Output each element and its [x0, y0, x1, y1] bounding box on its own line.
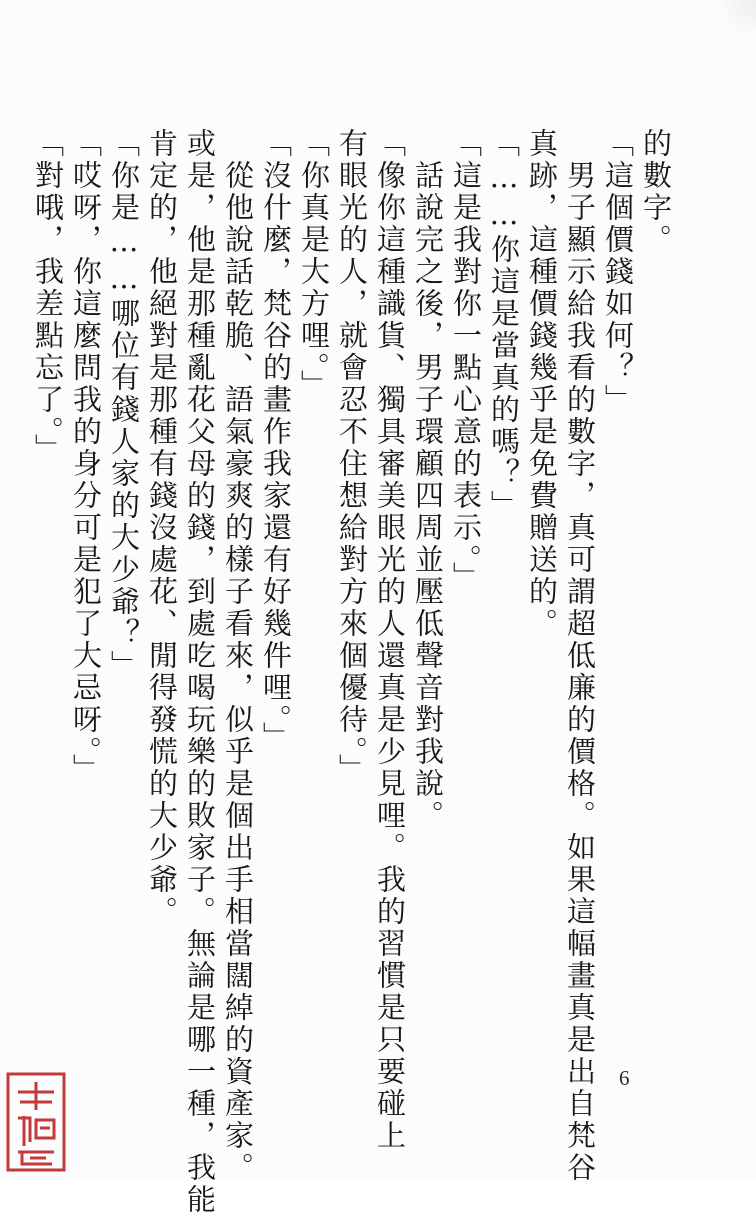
text-column-4: 真跡，這種價錢幾乎是免費贈送的。 [525, 128, 559, 640]
text-column-6: 「這是我對你一點心意的表示。」 [449, 128, 483, 594]
text-column-3: 男子顯示給我看的數字，真可謂超低廉的價格。如果這幅畫真是出自梵谷 [563, 128, 597, 1184]
text-column-7: 話說完之後，男子環顧四周並壓低聲音對我說。 [411, 128, 445, 832]
text-column-2: 「這個價錢如何？」 [601, 128, 635, 416]
text-column-8: 「像你這種識貨、獨具審美眼光的人還真是少見哩。我的習慣是只要碰上 [373, 128, 407, 1152]
scan-shadow [716, 0, 756, 40]
text-column-11: 「沒什麼，梵谷的畫作我家還有好幾件哩。」 [259, 128, 293, 754]
text-column-1: 的數字。 [639, 128, 673, 256]
text-column-13: 或是，他是那種亂花父母的錢，到處吃喝玩樂的敗家子。無論是哪一種，我能 [183, 128, 217, 1216]
text-column-5: 「……你這是當真的嗎？」 [487, 128, 521, 522]
vertical-text-body [18, 128, 722, 1216]
text-column-9: 有眼光的人，就會忍不住想給對方來個優待。」 [335, 128, 369, 786]
text-column-17: 「對哦，我差點忘了。」 [31, 128, 65, 466]
seal-stamp-icon [6, 1072, 66, 1172]
page-number: 6 [619, 1066, 630, 1090]
text-column-16: 「哎呀，你這麼問我的身分可是犯了大忌呀。」 [69, 128, 103, 786]
text-column-12: 從他說話乾脆、語氣豪爽的樣子看來，似乎是個出手相當闊綽的資產家。 [221, 128, 255, 1184]
text-column-10: 「你真是大方哩。」 [297, 128, 331, 402]
text-column-14: 肯定的，他絕對是那種有錢沒處花、閒得發慌的大少爺。 [145, 128, 179, 928]
text-column-15: 「你是……哪位有錢人家的大少爺？」 [107, 128, 141, 682]
